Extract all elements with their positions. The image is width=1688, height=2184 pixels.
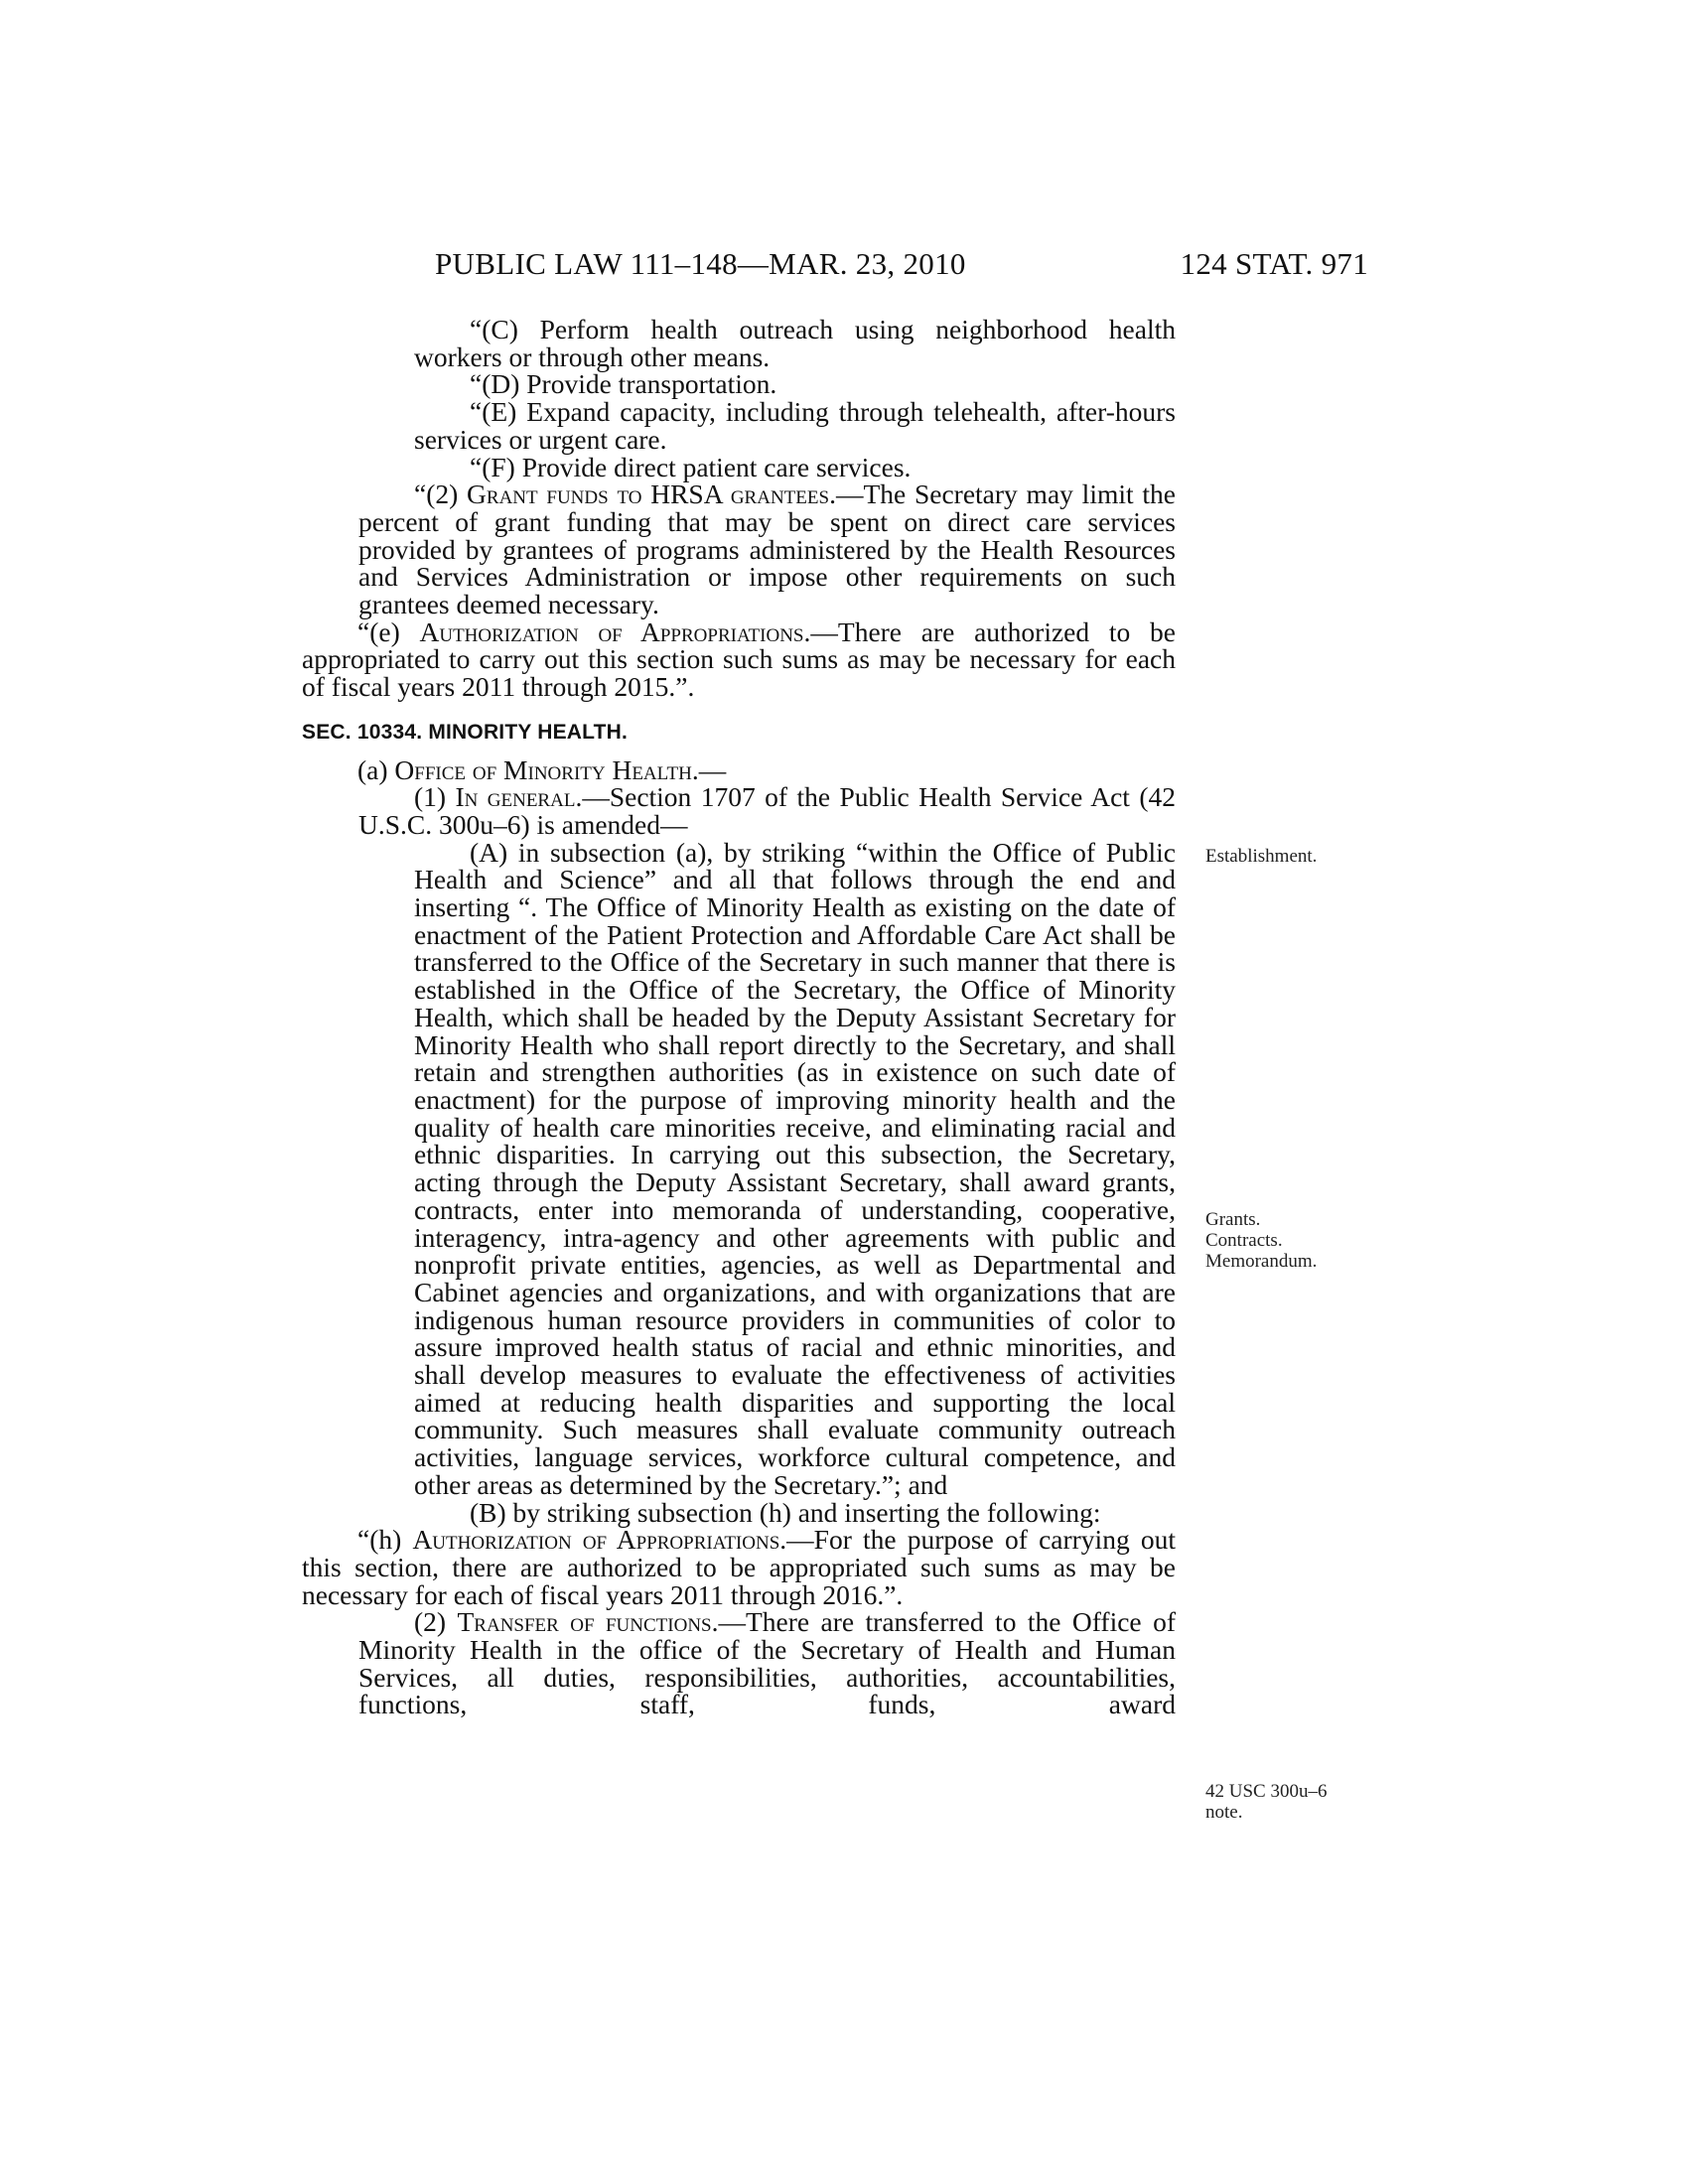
paragraph-subsection-b: (B) by striking subsection (h) and inserting the following: xyxy=(470,1496,1101,1528)
authorization-e-text: .—There are authorized to be appropriated to carry out this section such sums as may be necessary for each of fiscal years 2011 through 2015.”. xyxy=(302,615,1176,703)
margin-note-grants-contracts xyxy=(1205,1209,1317,1272)
running-header-title: PUBLIC LAW 111–148—MAR. 23, 2010 xyxy=(435,246,966,281)
omh-suffix: .— xyxy=(691,753,727,785)
transfer-heading: Transfer of functions xyxy=(457,1606,712,1638)
paragraph-d: “(D) Provide transportation. xyxy=(470,368,777,400)
running-header-page-number: 124 STAT. 971 xyxy=(1180,246,1368,281)
paragraph-authorization-e xyxy=(302,615,1176,703)
paragraph-authorization-h xyxy=(302,1526,1176,1608)
in-general-heading: In general xyxy=(455,781,576,813)
paragraph-f: “(F) Provide direct patient care services. xyxy=(470,451,912,482)
grant-funds-text: .—The Secretary may limit the percent of grant funding that may be spent on direct care services provided by grantees of programs administered by the Health Resources and Services Administration or impose other requirements on such grantees deemed necessary. xyxy=(358,478,1176,620)
authorization-h-prefix: “(h) xyxy=(357,1524,413,1556)
paragraph-in-general xyxy=(302,783,1176,838)
in-general-text: .—Section 1707 of the Public Health Service Act (42 U.S.C. 300u–6) is amended— xyxy=(358,781,1176,840)
margin-note-usc: 42 USC 300u–6 xyxy=(1205,1781,1328,1802)
margin-note-grants: Grants. xyxy=(1205,1209,1261,1230)
margin-note-establishment-text: Establishment. xyxy=(1205,846,1318,867)
omh-prefix: (a) xyxy=(357,753,395,785)
margin-note-contracts: Contracts. xyxy=(1205,1230,1283,1251)
in-general-prefix: (1) xyxy=(414,781,456,813)
paragraph-e: “(E) Expand capacity, including through telehealth, after-hours services or urgent care. xyxy=(414,396,1176,455)
grant-funds-heading: Grant funds to HRSA grantees xyxy=(467,478,830,510)
authorization-e-heading: Authorization of Appropriations xyxy=(419,615,804,647)
transfer-text: .—There are transferred to the Office of Minority Health in the office of the Secretary of Health and Human Services, all duties, responsibilities, authorities, accountabilities, functions, staff, funds, award xyxy=(358,1606,1176,1720)
section-heading: SEC. 10334. MINORITY HEALTH. xyxy=(302,720,629,744)
paragraph-office-of-minority-health xyxy=(302,753,1176,785)
margin-note-memorandum: Memorandum. xyxy=(1205,1251,1318,1272)
margin-note-establishment xyxy=(1205,846,1317,867)
paragraph-grant-funds xyxy=(302,480,1176,618)
authorization-h-text: .—For the purpose of carrying out this section, there are authorized to be appropriated such sums as may be necessary for each of fiscal years 2011 through 2016.”. xyxy=(302,1524,1176,1610)
body-text xyxy=(302,316,1176,1718)
paragraph-transfer-of-functions xyxy=(302,1608,1176,1718)
authorization-e-prefix: “(e) xyxy=(357,615,420,647)
transfer-prefix: (2) xyxy=(414,1606,458,1638)
omh-heading: Office of Minority Health xyxy=(394,753,692,785)
paragraph-c: “(C) Perform health outreach using neighborhood health workers or through other means. xyxy=(414,314,1176,372)
paragraph-subsection-a: (A) in subsection (a), by striking “within the Office of Public Health and Science” and all that follows through the end and inserting “. The Office of Minority Health as existing on the date of enactment of the Patient Protection and Affordable Care Act shall be transferred to the Office of the Secretary in such manner that there is established in the Office of the Secretary, the Office of Minority Health, which shall be headed by the Deputy Assistant Secretary for Minority Health who shall report directly to the Secretary, and shall retain and strengthen authorities (as in existence on such date of enactment) for the purpose of improving minority health and the quality of health care minorities receive, and eliminating racial and ethnic disparities. In carrying out this subsection, the Secretary, acting through the Deputy Assistant Secretary, shall award grants, contracts, enter into memoranda of understanding, cooperative, interagency, intra-agency and other agreements with public and nonprofit private entities, agencies, as well as Departmental and Cabinet agencies and organizations, and with organizations that are indigenous human resource providers in communities of color to assure improved health status of racial and ethnic minorities, and shall develop measures to evaluate the effectiveness of activities aimed at reducing health disparities and supporting the local community. Such measures shall evaluate community outreach activities, language services, workforce cultural competence, and other areas as determined by the Secretary.”; and xyxy=(414,836,1176,1500)
grant-funds-prefix: “(2) xyxy=(414,478,468,510)
margin-note-usc-citation xyxy=(1205,1781,1327,1823)
authorization-h-heading: Authorization of Appropriations xyxy=(412,1524,780,1556)
margin-note-note: note. xyxy=(1205,1802,1243,1823)
